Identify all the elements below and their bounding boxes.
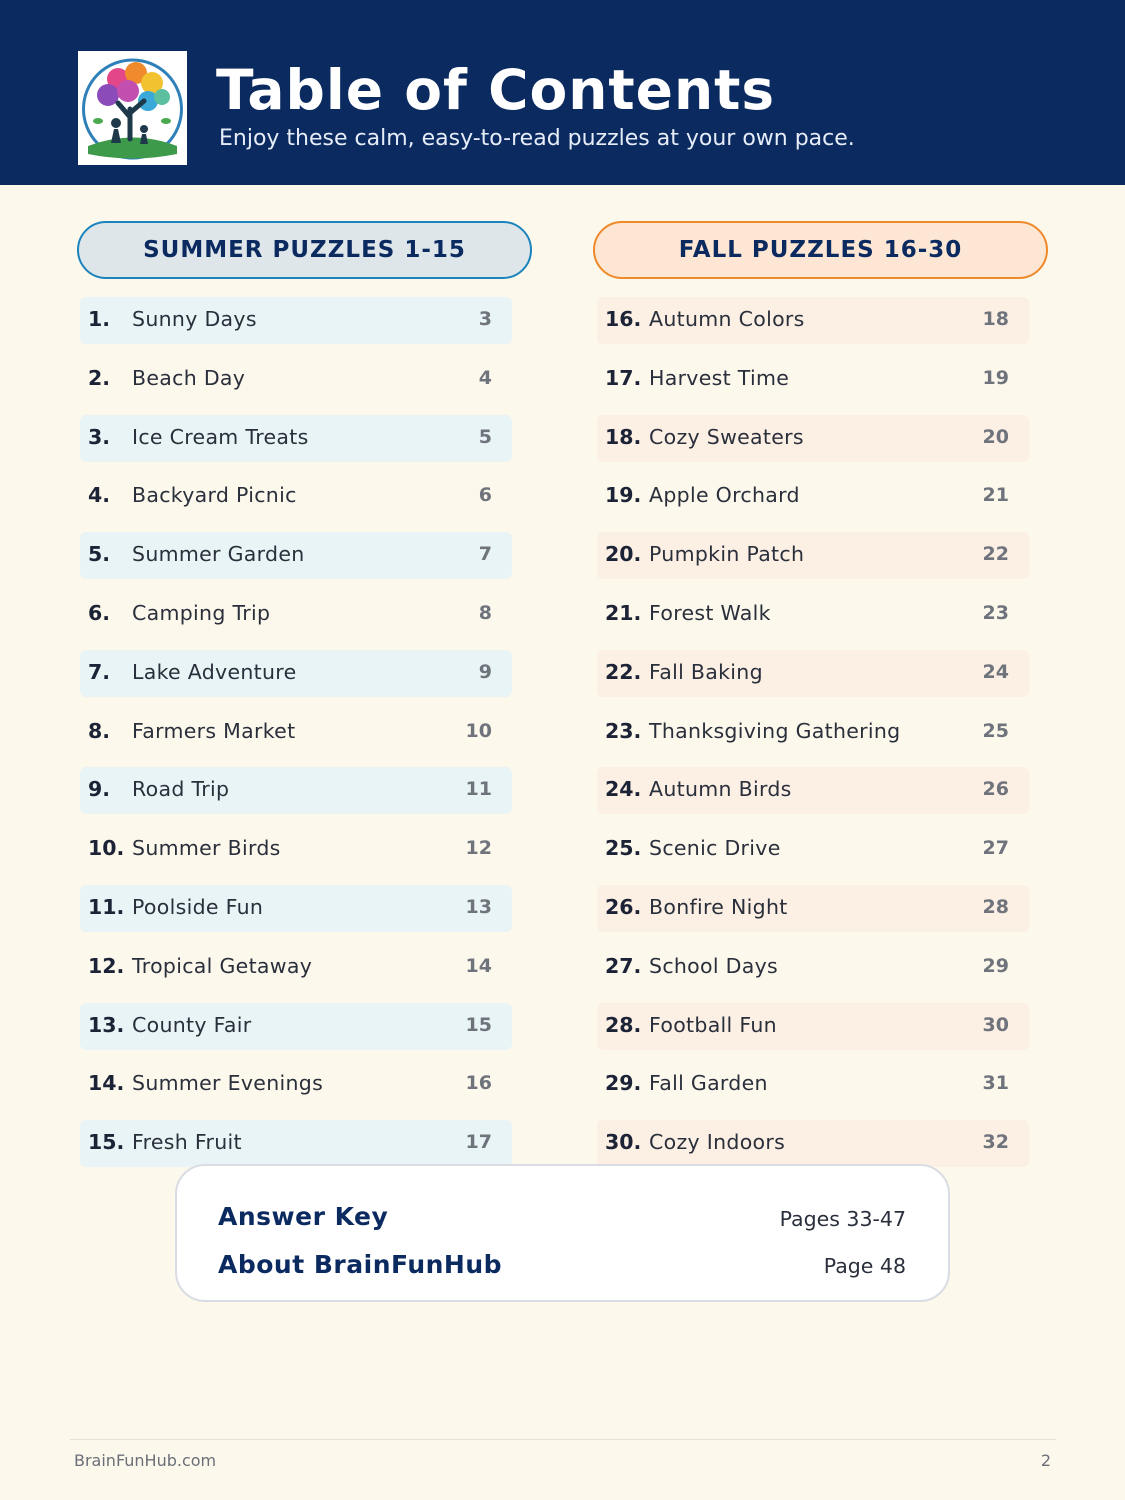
entry-number: 15. xyxy=(88,1130,125,1155)
toc-entry[interactable] xyxy=(80,767,512,814)
entry-title: Autumn Birds xyxy=(649,777,792,802)
about-page: Page 48 xyxy=(823,1254,906,1278)
answer-key-pages: Pages 33-47 xyxy=(779,1207,906,1231)
entry-page: 27 xyxy=(982,837,1009,860)
entry-number: 4. xyxy=(88,483,111,508)
entry-title: Fall Garden xyxy=(649,1071,768,1096)
entry-page: 12 xyxy=(465,837,492,860)
brain-tree-family-logo-icon xyxy=(78,51,187,165)
entry-page: 13 xyxy=(465,895,492,918)
entry-page: 18 xyxy=(982,308,1009,330)
summer-section-heading: SUMMER PUZZLES 1-15 xyxy=(77,221,532,279)
entry-page: 15 xyxy=(465,1013,492,1036)
toc-entry[interactable] xyxy=(80,1120,512,1167)
entry-page: 22 xyxy=(982,543,1009,566)
toc-entry[interactable] xyxy=(80,885,512,932)
entry-title: Autumn Colors xyxy=(649,307,805,331)
entry-title: Beach Day xyxy=(132,365,246,390)
toc-entry[interactable] xyxy=(597,591,1029,638)
entry-page: 11 xyxy=(465,778,492,801)
entry-title: Football Fun xyxy=(649,1012,777,1037)
entry-title: Cozy Indoors xyxy=(649,1130,786,1155)
toc-entry[interactable] xyxy=(597,473,1029,520)
entry-number: 6. xyxy=(88,600,111,625)
toc-entry[interactable] xyxy=(597,709,1029,756)
entry-number: 13. xyxy=(88,1012,125,1037)
page-subtitle: Enjoy these calm, easy-to-read puzzles at your own pace. xyxy=(219,126,855,151)
toc-entry[interactable] xyxy=(80,1003,512,1050)
entry-page: 6 xyxy=(478,484,492,507)
entry-title: Cozy Sweaters xyxy=(649,424,804,449)
footer-divider xyxy=(70,1439,1056,1440)
toc-entry[interactable] xyxy=(597,1003,1029,1050)
entry-page: 28 xyxy=(982,895,1009,918)
entry-number: 30. xyxy=(605,1130,642,1155)
entry-title: County Fair xyxy=(132,1012,252,1037)
entry-title: Fresh Fruit xyxy=(132,1130,242,1155)
entry-page: 16 xyxy=(465,1072,492,1095)
entry-page: 3 xyxy=(478,308,492,330)
entry-title: Summer Birds xyxy=(132,836,281,861)
entry-page: 26 xyxy=(982,778,1009,801)
entry-number: 2. xyxy=(88,365,111,390)
entry-number: 23. xyxy=(605,718,642,743)
entry-title: Bonfire Night xyxy=(649,894,788,919)
entry-page: 9 xyxy=(478,660,492,683)
entry-page: 23 xyxy=(982,601,1009,624)
entry-title: Forest Walk xyxy=(649,600,771,625)
toc-entry[interactable] xyxy=(80,297,512,344)
entry-number: 22. xyxy=(605,659,642,684)
toc-entry[interactable] xyxy=(597,415,1029,462)
toc-entry[interactable] xyxy=(597,532,1029,579)
entry-title: Sunny Days xyxy=(132,307,257,331)
entry-number: 3. xyxy=(88,424,111,449)
entry-title: Camping Trip xyxy=(132,600,271,625)
entry-page: 24 xyxy=(982,660,1009,683)
entry-page: 4 xyxy=(478,366,492,389)
toc-entry[interactable] xyxy=(597,826,1029,873)
entry-number: 19. xyxy=(605,483,642,508)
entry-number: 25. xyxy=(605,836,642,861)
toc-entry[interactable] xyxy=(597,944,1029,991)
toc-entry[interactable] xyxy=(597,297,1029,344)
entry-title: Lake Adventure xyxy=(132,659,297,684)
footer-page-number: 2 xyxy=(1040,1451,1051,1470)
entry-number: 29. xyxy=(605,1071,642,1096)
toc-entry[interactable] xyxy=(597,356,1029,403)
answer-key-link[interactable]: Answer Key xyxy=(218,1202,389,1231)
entry-page: 17 xyxy=(465,1131,492,1154)
entry-page: 20 xyxy=(982,425,1009,448)
entry-number: 11. xyxy=(88,894,125,919)
entry-title: Backyard Picnic xyxy=(132,483,297,508)
toc-entry[interactable] xyxy=(80,650,512,697)
summer-puzzle-list xyxy=(80,297,512,1179)
entry-page: 29 xyxy=(982,954,1009,977)
entry-number: 21. xyxy=(605,600,642,625)
toc-entry[interactable] xyxy=(597,650,1029,697)
about-link[interactable]: About BrainFunHub xyxy=(218,1250,503,1279)
toc-entry[interactable] xyxy=(80,709,512,756)
toc-entry[interactable] xyxy=(597,767,1029,814)
toc-entry[interactable] xyxy=(80,415,512,462)
page-title: Table of Contents xyxy=(216,58,776,122)
entry-title: Summer Garden xyxy=(132,542,305,567)
entry-page: 7 xyxy=(478,543,492,566)
entry-title: Pumpkin Patch xyxy=(649,542,805,567)
entry-number: 7. xyxy=(88,659,111,684)
entry-title: Apple Orchard xyxy=(649,483,800,508)
toc-entry[interactable] xyxy=(597,885,1029,932)
entry-title: Summer Evenings xyxy=(132,1071,324,1096)
entry-number: 20. xyxy=(605,542,642,567)
entry-title: Scenic Drive xyxy=(649,836,781,861)
entry-page: 14 xyxy=(465,954,492,977)
entry-title: Ice Cream Treats xyxy=(132,424,309,449)
entry-title: Thanksgiving Gathering xyxy=(649,718,901,743)
toc-entry[interactable] xyxy=(80,944,512,991)
entry-number: 26. xyxy=(605,894,642,919)
entry-number: 14. xyxy=(88,1071,125,1096)
entry-number: 28. xyxy=(605,1012,642,1037)
entry-number: 27. xyxy=(605,953,642,978)
entry-title: Tropical Getaway xyxy=(132,953,313,978)
extras-box xyxy=(175,1164,950,1302)
entry-page: 5 xyxy=(478,425,492,448)
entry-page: 30 xyxy=(982,1013,1009,1036)
toc-entry[interactable] xyxy=(80,826,512,873)
toc-entry[interactable] xyxy=(597,1061,1029,1108)
entry-number: 8. xyxy=(88,718,111,743)
entry-number: 12. xyxy=(88,953,125,978)
toc-entry[interactable] xyxy=(80,532,512,579)
entry-page: 21 xyxy=(982,484,1009,507)
entry-number: 16. xyxy=(605,307,642,331)
entry-number: 1. xyxy=(88,307,111,331)
toc-entry[interactable] xyxy=(597,1120,1029,1167)
entry-page: 10 xyxy=(465,719,492,742)
footer-site: BrainFunHub.com xyxy=(74,1451,217,1470)
entry-number: 17. xyxy=(605,365,642,390)
toc-entry[interactable] xyxy=(80,473,512,520)
entry-title: Road Trip xyxy=(132,777,230,802)
entry-page: 31 xyxy=(982,1072,1009,1095)
fall-section-heading: FALL PUZZLES 16-30 xyxy=(593,221,1048,279)
toc-entry[interactable] xyxy=(80,356,512,403)
entry-title: Harvest Time xyxy=(649,365,790,390)
entry-page: 8 xyxy=(478,601,492,624)
entry-page: 19 xyxy=(982,366,1009,389)
toc-entry[interactable] xyxy=(80,591,512,638)
entry-page: 32 xyxy=(982,1131,1009,1154)
entry-number: 18. xyxy=(605,424,642,449)
entry-number: 5. xyxy=(88,542,111,567)
entry-page: 25 xyxy=(982,719,1009,742)
entry-title: School Days xyxy=(649,953,779,978)
entry-number: 9. xyxy=(88,777,111,802)
entry-number: 10. xyxy=(88,836,125,861)
entry-number: 24. xyxy=(605,777,642,802)
header-banner xyxy=(0,0,1125,185)
toc-entry[interactable] xyxy=(80,1061,512,1108)
entry-title: Poolside Fun xyxy=(132,894,264,919)
entry-title: Farmers Market xyxy=(132,718,296,743)
fall-puzzle-list xyxy=(597,297,1029,1179)
entry-title: Fall Baking xyxy=(649,659,763,684)
